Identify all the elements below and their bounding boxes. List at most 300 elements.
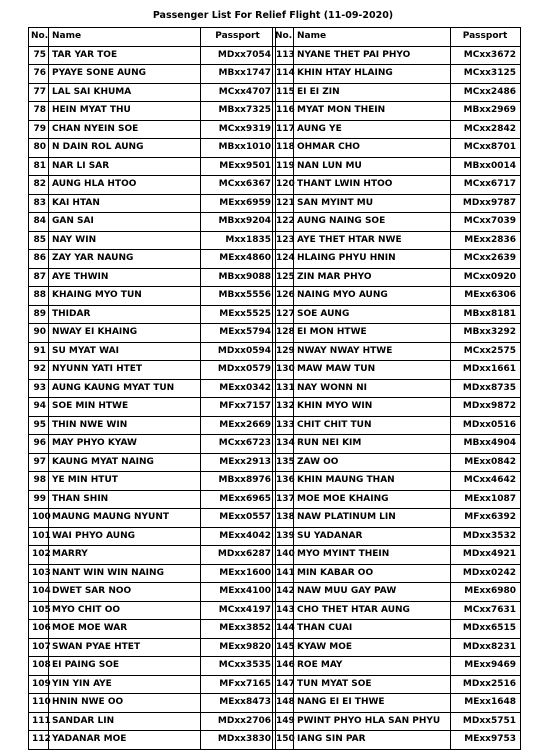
passport-number: MCxx6717 <box>451 176 521 195</box>
passport-number: MDxx3532 <box>451 527 521 546</box>
table-row <box>29 564 276 583</box>
passenger-name: AYE THWIN <box>49 268 201 287</box>
table-row <box>29 435 276 454</box>
passport-number: MDxx0516 <box>451 416 521 435</box>
row-number: 106 <box>29 620 49 639</box>
row-number: 138 <box>273 509 294 528</box>
passport-number: MBxx3292 <box>451 324 521 343</box>
passenger-name: CHIT CHIT TUN <box>294 416 451 435</box>
passport-number: MExx6980 <box>451 583 521 602</box>
row-number: 144 <box>273 620 294 639</box>
row-number: 82 <box>29 176 49 195</box>
passenger-name: MIN KABAR OO <box>294 564 451 583</box>
passport-number: MCxx2486 <box>451 83 521 102</box>
passport-number: MExx0342 <box>201 379 276 398</box>
passenger-name: N DAIN ROL AUNG <box>49 139 201 158</box>
table-row <box>29 490 276 509</box>
passenger-name: KHIN MAUNG THAN <box>294 472 451 491</box>
passport-number: MCxx7631 <box>451 601 521 620</box>
passenger-name: HLAING PHYU HNIN <box>294 250 451 269</box>
passenger-name: SANDAR LIN <box>49 712 201 731</box>
passport-number: MBxx9204 <box>201 213 276 232</box>
passenger-name: KAI HTAN <box>49 194 201 213</box>
table-row <box>273 213 521 232</box>
header-no: No. <box>29 28 49 47</box>
table-row <box>29 176 276 195</box>
passport-number: MDxx2516 <box>451 675 521 694</box>
passenger-name: KHAING MYO TUN <box>49 287 201 306</box>
passenger-name: NYANE THET PAI PHYO <box>294 46 451 65</box>
passenger-name: CHO THET HTAR AUNG <box>294 601 451 620</box>
row-number: 92 <box>29 361 49 380</box>
passenger-name: AUNG NAING SOE <box>294 213 451 232</box>
passenger-name: MAY PHYO KYAW <box>49 435 201 454</box>
passenger-name: SOE AUNG <box>294 305 451 324</box>
passenger-name: NAING MYO AUNG <box>294 287 451 306</box>
passenger-name: SAN MYINT MU <box>294 194 451 213</box>
row-number: 119 <box>273 157 294 176</box>
passport-number: MCxx2639 <box>451 250 521 269</box>
passport-number: MBxx1010 <box>201 139 276 158</box>
passport-number: MDxx7054 <box>201 46 276 65</box>
passport-number: MCxx4707 <box>201 83 276 102</box>
row-number: 98 <box>29 472 49 491</box>
table-row <box>29 398 276 417</box>
row-number: 133 <box>273 416 294 435</box>
table-row <box>273 675 521 694</box>
passport-number: MExx9820 <box>201 638 276 657</box>
passenger-name: SU YADANAR <box>294 527 451 546</box>
table-row <box>29 712 276 731</box>
passport-number: MDxx9787 <box>451 194 521 213</box>
passport-number: MDxx0579 <box>201 361 276 380</box>
passport-number: MBxx1747 <box>201 65 276 84</box>
passenger-name: THAN CUAI <box>294 620 451 639</box>
passenger-name: KYAW MOE <box>294 638 451 657</box>
table-row <box>273 472 521 491</box>
row-number: 116 <box>273 102 294 121</box>
passenger-name: LAL SAI KHUMA <box>49 83 201 102</box>
document-title: Passenger List For Relief Flight (11-09-2020) <box>152 10 394 21</box>
table-header-row <box>29 28 276 47</box>
row-number: 126 <box>273 287 294 306</box>
passport-number: MExx4860 <box>201 250 276 269</box>
row-number: 109 <box>29 675 49 694</box>
table-row <box>273 46 521 65</box>
table-row <box>29 379 276 398</box>
table-row <box>29 120 276 139</box>
passport-number: MExx2669 <box>201 416 276 435</box>
row-number: 147 <box>273 675 294 694</box>
passenger-name: RUN NEI KIM <box>294 435 451 454</box>
header-name: Name <box>49 28 201 47</box>
table-row <box>29 361 276 380</box>
table-row <box>29 342 276 361</box>
passenger-name: AYE THET HTAR NWE <box>294 231 451 250</box>
passenger-name: MAUNG MAUNG NYUNT <box>49 509 201 528</box>
passenger-name: THIDAR <box>49 305 201 324</box>
table-row <box>29 638 276 657</box>
passport-number: MExx2913 <box>201 453 276 472</box>
passenger-name: MOE MOE KHAING <box>294 490 451 509</box>
table-row <box>29 472 276 491</box>
passport-number: MExx2836 <box>451 231 521 250</box>
row-number: 89 <box>29 305 49 324</box>
row-number: 129 <box>273 342 294 361</box>
row-number: 85 <box>29 231 49 250</box>
passenger-name: NAR LI SAR <box>49 157 201 176</box>
passport-number: MDxx8735 <box>451 379 521 398</box>
row-number: 101 <box>29 527 49 546</box>
passport-number: MExx4100 <box>201 583 276 602</box>
table-row <box>29 250 276 269</box>
passenger-name: PWINT PHYO HLA SAN PHYU <box>294 712 451 731</box>
table-row <box>29 231 276 250</box>
row-number: 76 <box>29 65 49 84</box>
table-row <box>29 731 276 750</box>
row-number: 104 <box>29 583 49 602</box>
passenger-name: WAI PHYO AUNG <box>49 527 201 546</box>
passenger-name: YADANAR MOE <box>49 731 201 750</box>
row-number: 128 <box>273 324 294 343</box>
table-row <box>29 102 276 121</box>
table-row <box>29 509 276 528</box>
row-number: 110 <box>29 694 49 713</box>
row-number: 81 <box>29 157 49 176</box>
passenger-name: THANT LWIN HTOO <box>294 176 451 195</box>
passenger-name: MYO MYINT THEIN <box>294 546 451 565</box>
row-number: 91 <box>29 342 49 361</box>
passenger-name: SWAN PYAE HTET <box>49 638 201 657</box>
passenger-name: MARRY <box>49 546 201 565</box>
row-number: 86 <box>29 250 49 269</box>
table-row <box>273 509 521 528</box>
passport-number: MCxx2842 <box>451 120 521 139</box>
passenger-name: YE MIN HTUT <box>49 472 201 491</box>
table-row <box>273 620 521 639</box>
passport-number: MExx1087 <box>451 490 521 509</box>
table-row <box>29 546 276 565</box>
passport-number: MCxx6367 <box>201 176 276 195</box>
row-number: 80 <box>29 139 49 158</box>
passport-number: MCxx2575 <box>451 342 521 361</box>
passport-number: MDxx6515 <box>451 620 521 639</box>
header-passport: Passport <box>451 28 521 47</box>
row-number: 105 <box>29 601 49 620</box>
row-number: 122 <box>273 213 294 232</box>
table-row <box>273 83 521 102</box>
row-number: 78 <box>29 102 49 121</box>
table-row <box>273 398 521 417</box>
table-row <box>273 379 521 398</box>
table-row <box>273 139 521 158</box>
passenger-name: NAY WIN <box>49 231 201 250</box>
table-row <box>273 416 521 435</box>
row-number: 117 <box>273 120 294 139</box>
passenger-name: ZAW OO <box>294 453 451 472</box>
table-row <box>273 194 521 213</box>
passenger-name: GAN SAI <box>49 213 201 232</box>
passenger-name: NANT WIN WIN NAING <box>49 564 201 583</box>
passenger-name: AUNG KAUNG MYAT TUN <box>49 379 201 398</box>
row-number: 114 <box>273 65 294 84</box>
passenger-name: NAW PLATINUM LIN <box>294 509 451 528</box>
table-row <box>29 139 276 158</box>
table-row <box>273 157 521 176</box>
passport-number: MDxx0242 <box>451 564 521 583</box>
passport-number: MExx6959 <box>201 194 276 213</box>
passport-number: MBxx7325 <box>201 102 276 121</box>
table-row <box>273 601 521 620</box>
row-number: 99 <box>29 490 49 509</box>
passport-number: MExx9501 <box>201 157 276 176</box>
table-row <box>29 657 276 676</box>
passenger-name: THIN NWE WIN <box>49 416 201 435</box>
table-row <box>29 305 276 324</box>
row-number: 150 <box>273 731 294 750</box>
passenger-name: MAW MAW TUN <box>294 361 451 380</box>
row-number: 132 <box>273 398 294 417</box>
table-row <box>273 231 521 250</box>
passenger-name: NAN LUN MU <box>294 157 451 176</box>
passenger-name: CHAN NYEIN SOE <box>49 120 201 139</box>
passenger-name: HEIN MYAT THU <box>49 102 201 121</box>
table-row <box>29 601 276 620</box>
passport-number: MFxx7165 <box>201 675 276 694</box>
passport-number: MDxx5751 <box>451 712 521 731</box>
row-number: 100 <box>29 509 49 528</box>
passenger-name: ROE MAY <box>294 657 451 676</box>
row-number: 124 <box>273 250 294 269</box>
passport-number: MCxx6723 <box>201 435 276 454</box>
passport-number: MDxx1661 <box>451 361 521 380</box>
passport-number: MFxx7157 <box>201 398 276 417</box>
row-number: 141 <box>273 564 294 583</box>
passport-number: MCxx7039 <box>451 213 521 232</box>
row-number: 112 <box>29 731 49 750</box>
passenger-name: PYAYE SONE AUNG <box>49 65 201 84</box>
table-row <box>273 731 521 750</box>
passenger-name: NAY WONN NI <box>294 379 451 398</box>
table-row <box>29 694 276 713</box>
passenger-name: ZIN MAR PHYO <box>294 268 451 287</box>
table-row <box>29 83 276 102</box>
passport-number: MBxx4904 <box>451 435 521 454</box>
row-number: 137 <box>273 490 294 509</box>
table-row <box>273 435 521 454</box>
table-row <box>273 324 521 343</box>
table-row <box>273 657 521 676</box>
passport-number: MDxx8231 <box>451 638 521 657</box>
passenger-name: NWAY EI KHAING <box>49 324 201 343</box>
passport-number: MExx0842 <box>451 453 521 472</box>
passport-number: MExx9469 <box>451 657 521 676</box>
passport-number: MExx5525 <box>201 305 276 324</box>
passenger-name: HNIN NWE OO <box>49 694 201 713</box>
row-number: 93 <box>29 379 49 398</box>
row-number: 75 <box>29 46 49 65</box>
passport-number: MCxx3672 <box>451 46 521 65</box>
table-row <box>29 287 276 306</box>
passenger-name: YIN YIN AYE <box>49 675 201 694</box>
row-number: 142 <box>273 583 294 602</box>
row-number: 127 <box>273 305 294 324</box>
table-row <box>273 712 521 731</box>
passport-number: MExx1600 <box>201 564 276 583</box>
passenger-name: DWET SAR NOO <box>49 583 201 602</box>
passport-number: Mxx1835 <box>201 231 276 250</box>
passport-number: MExx0557 <box>201 509 276 528</box>
passport-number: MDxx2706 <box>201 712 276 731</box>
table-row <box>273 583 521 602</box>
row-number: 121 <box>273 194 294 213</box>
row-number: 77 <box>29 83 49 102</box>
passport-number: MCxx8701 <box>451 139 521 158</box>
row-number: 134 <box>273 435 294 454</box>
passenger-name: NANG EI EI THWE <box>294 694 451 713</box>
passport-number: MBxx2969 <box>451 102 521 121</box>
table-row <box>273 527 521 546</box>
passport-number: MCxx4642 <box>451 472 521 491</box>
row-number: 111 <box>29 712 49 731</box>
passport-number: MFxx6392 <box>451 509 521 528</box>
table-row <box>273 65 521 84</box>
passenger-name: KHIN MYO WIN <box>294 398 451 417</box>
row-number: 90 <box>29 324 49 343</box>
row-number: 95 <box>29 416 49 435</box>
passport-number: MBxx8976 <box>201 472 276 491</box>
table-row <box>273 102 521 121</box>
passport-number: MExx4042 <box>201 527 276 546</box>
passenger-name: OHMAR CHO <box>294 139 451 158</box>
row-number: 87 <box>29 268 49 287</box>
row-number: 143 <box>273 601 294 620</box>
row-number: 131 <box>273 379 294 398</box>
passenger-name: EI MON HTWE <box>294 324 451 343</box>
table-row <box>273 453 521 472</box>
table-row <box>29 416 276 435</box>
row-number: 97 <box>29 453 49 472</box>
table-row <box>29 324 276 343</box>
table-row <box>29 194 276 213</box>
passenger-name: SOE MIN HTWE <box>49 398 201 417</box>
row-number: 102 <box>29 546 49 565</box>
table-header-row <box>273 28 521 47</box>
passport-number: MExx5794 <box>201 324 276 343</box>
row-number: 118 <box>273 139 294 158</box>
passport-number: MDxx3830 <box>201 731 276 750</box>
table-row <box>273 287 521 306</box>
passport-number: MCxx4197 <box>201 601 276 620</box>
table-row <box>273 638 521 657</box>
passenger-name: EI PAING SOE <box>49 657 201 676</box>
passenger-name: TAR YAR TOE <box>49 46 201 65</box>
row-number: 149 <box>273 712 294 731</box>
passport-number: MBxx9088 <box>201 268 276 287</box>
row-number: 103 <box>29 564 49 583</box>
passenger-name: KHIN HTAY HLAING <box>294 65 451 84</box>
row-number: 96 <box>29 435 49 454</box>
table-row <box>29 453 276 472</box>
table-row <box>29 583 276 602</box>
passenger-name: THAN SHIN <box>49 490 201 509</box>
header-name: Name <box>294 28 451 47</box>
passport-number: MExx6306 <box>451 287 521 306</box>
table-row <box>273 694 521 713</box>
passenger-name: NYUNN YATI HTET <box>49 361 201 380</box>
passenger-name: TUN MYAT SOE <box>294 675 451 694</box>
row-number: 113 <box>273 46 294 65</box>
passport-number: MCxx3535 <box>201 657 276 676</box>
passport-number: MExx9753 <box>451 731 521 750</box>
table-row <box>29 268 276 287</box>
row-number: 136 <box>273 472 294 491</box>
passport-number: MCxx9319 <box>201 120 276 139</box>
row-number: 140 <box>273 546 294 565</box>
passenger-name: AUNG HLA HTOO <box>49 176 201 195</box>
passport-number: MBxx0014 <box>451 157 521 176</box>
table-row <box>29 675 276 694</box>
table-row <box>273 120 521 139</box>
table-row <box>273 361 521 380</box>
table-row <box>273 490 521 509</box>
table-row <box>29 65 276 84</box>
passport-number: MCxx3125 <box>451 65 521 84</box>
passport-number: MExx3852 <box>201 620 276 639</box>
passenger-name: NAW MUU GAY PAW <box>294 583 451 602</box>
passenger-name: MYAT MON THEIN <box>294 102 451 121</box>
row-number: 94 <box>29 398 49 417</box>
passenger-name: EI EI ZIN <box>294 83 451 102</box>
passenger-name: KAUNG MYAT NAING <box>49 453 201 472</box>
row-number: 139 <box>273 527 294 546</box>
row-number: 125 <box>273 268 294 287</box>
passport-number: MDxx4921 <box>451 546 521 565</box>
row-number: 79 <box>29 120 49 139</box>
row-number: 84 <box>29 213 49 232</box>
row-number: 108 <box>29 657 49 676</box>
passport-number: MExx1648 <box>451 694 521 713</box>
table-row <box>29 157 276 176</box>
table-row <box>29 620 276 639</box>
passenger-name: MOE MOE WAR <box>49 620 201 639</box>
passenger-name: AUNG YE <box>294 120 451 139</box>
table-row <box>273 342 521 361</box>
passenger-name: IANG SIN PAR <box>294 731 451 750</box>
table-row <box>29 46 276 65</box>
passenger-name: NWAY NWAY HTWE <box>294 342 451 361</box>
row-number: 115 <box>273 83 294 102</box>
passenger-name: SU MYAT WAI <box>49 342 201 361</box>
passport-number: MBxx5556 <box>201 287 276 306</box>
table-row <box>273 250 521 269</box>
passenger-name: ZAY YAR NAUNG <box>49 250 201 269</box>
table-row <box>273 268 521 287</box>
table-row <box>273 305 521 324</box>
row-number: 135 <box>273 453 294 472</box>
passport-number: MExx6965 <box>201 490 276 509</box>
row-number: 123 <box>273 231 294 250</box>
row-number: 130 <box>273 361 294 380</box>
header-passport: Passport <box>201 28 276 47</box>
passport-number: MExx8473 <box>201 694 276 713</box>
row-number: 145 <box>273 638 294 657</box>
header-no: No. <box>273 28 294 47</box>
passport-number: MCxx0920 <box>451 268 521 287</box>
table-row <box>273 564 521 583</box>
passenger-table-left <box>28 27 276 750</box>
table-row <box>29 213 276 232</box>
